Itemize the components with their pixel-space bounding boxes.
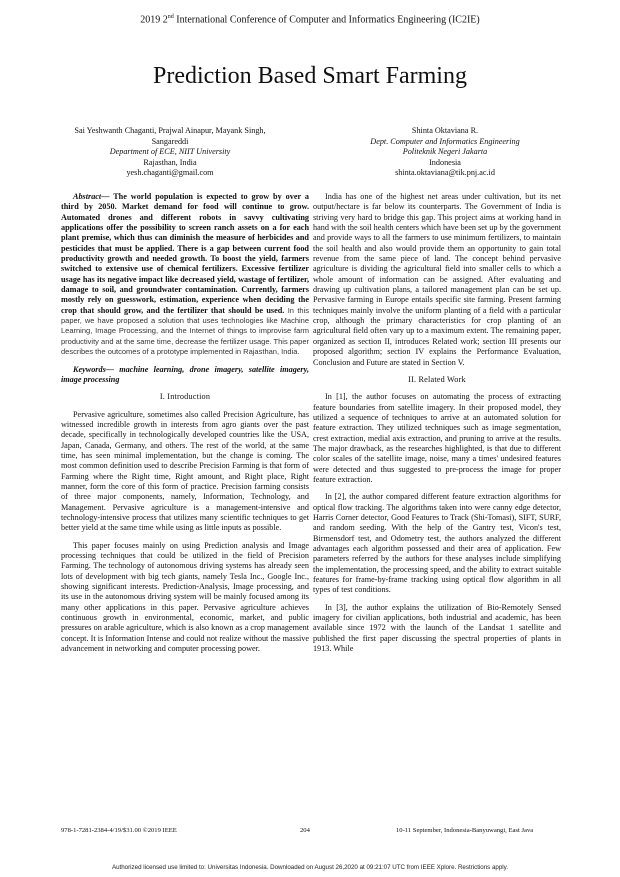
abstract-text-tail: In this paper, we have proposed a solution that uses technologies like Machine Learning, Image Processing, and the Internet of things to improvise farm productivity and at the same time, decrease the fertilizer usage. This paper describes the outcomes of a prototype implemented in Rajasthan, India.: [61, 305, 309, 357]
paragraph: In [3], the author explains the utilization of Bio-Remotely Sensed imagery for civilian applications, both industrial and academic, has been available since 1972 with the launch of the Landsat 1 satellite and published the first paper discussing the spectral properties of plants in 1913. While: [313, 602, 561, 654]
paper-title: Prediction Based Smart Farming: [153, 63, 467, 89]
section-heading-introduction: I. Introduction: [159, 392, 211, 402]
author-email[interactable]: shinta.oktaviana@tik.pnj.ac.id: [395, 168, 495, 178]
author-block-left: [20, 126, 320, 179]
author-names: Shinta Oktaviana R.: [411, 126, 479, 135]
download-notice: Authorized licensed use limited to: Universitas Indonesia. Downloaded on August 26,2020 at 09:21:07 UTC from IEEE Xplore. Restrictions apply.: [111, 864, 509, 871]
author-institution: Politeknik Negeri Jakarta: [402, 147, 488, 157]
author-email[interactable]: yesh.chaganti@gmail.com: [126, 168, 214, 178]
paragraph: In [1], the author focuses on automating the process of extracting feature boundaries from satellite imagery. In their proposed model, they utilized a sequence of techniques to arrive at an automated solution for feature extraction. They utilized techniques such as image segmentation, crest extraction, medial axis extraction, and pruning to arrive at the results. The major drawback, as the researches highlighted, is that due to different color scales of the satellite image, noise, many a times' undesired features were detected and thus suggested to pre-process the image for proper feature extraction.: [313, 392, 561, 484]
author-department: Dept. Computer and Informatics Engineering: [370, 136, 520, 146]
author-department: Department of ECE, NIIT University: [109, 147, 231, 157]
conference-header: 2019 2nd International Conference of Computer and Informatics Engineering (IC2IE): [140, 14, 480, 26]
abstract-text: — The world population is expected to grow by over a third by 2050. Market demand for food will continue to grow. Automated drones and different robots in savvy cultivating applications offer the possibility to screen ranch assets on a for each plant premise, which thus can diminish the measure of herbicides and pesticides that must be applied. There is a gap between current food productivity growth and needed growth. To boost the yield, farmers switched to extensive use of chemical fertilizers. Excessive fertilizer usage has its negative impact like decreased yield, wastage of fertilizer, damage to soil, and groundwater contamination. Currently, farmers mostly rely on guesswork, estimation, experience when deciding the crop that should grow, and the fertilizer that should be used.: [61, 192, 309, 315]
author-names-cont: Sangareddi: [151, 136, 189, 146]
author-block-right: [330, 126, 560, 179]
section-heading-related-work: II. Related Work: [408, 374, 466, 384]
left-column: [61, 192, 309, 661]
keywords-label: Keywords: [73, 364, 106, 374]
paragraph: This paper focuses mainly on using Prediction analysis and Image processing techniques that could be utilized in the field of Precision Farming. The technology of autonomous driving systems has already seen lots of development with big tech giants, namely Tesla Inc., Google Inc., showing significant interests. Prediction-Analysis, Image processing, and its use in the autonomous driving system will be mainly focused among its many other applications in this paper. Pervasive agriculture achieves continuous growth in environmental, economic, market, and public pressures on arable agriculture, which is also known as a crop management concept. It is Information Intense and could not realize without the massive advancement in networking and computer processing power.: [61, 540, 309, 654]
author-location: Rajasthan, India: [143, 157, 197, 167]
keywords: [61, 365, 309, 386]
keywords-text: — machine learning, drone imagery, satellite imagery, image processing: [61, 364, 309, 384]
author-location: Indonesia: [429, 157, 461, 167]
footer-isbn: 978-1-7281-2384-4/19/$31.00 ©2019 IEEE: [61, 827, 177, 834]
author-names: Sai Yeshwanth Chaganti, Prajwal Ainapur, Mayank Singh,: [74, 126, 266, 135]
paragraph: Pervasive agriculture, sometimes also called Precision Agriculture, has witnessed incredible growth in interests from agro giants over the past decade, specifically in technologically developed countries like the USA, Japan, Canada, Germany, and others. The rest of the world, at the same time, has seen minimal implementation, but the change is coming. The most common definition used to describe Precision Farming is that form of Farming where the Right time, Right amount, and Right place, Right manner, form the core of this form of practice. Precision farming consists of three major components, namely, Information, Technology, and Management. Pervasive agriculture is a management-intensive and technology-intensive process that utilizes many scientific techniques to get better yield at the same time while using as little inputs as possible.: [61, 409, 309, 533]
paragraph: In [2], the author compared different feature extraction algorithms for optical flow tracking. The algorithms taken into were canny edge detector, Harris Corner detector, Good Features to Track (Shi-Tomasi), SIFT, SURF, and random seeding. With the help of the Gantry test, Vicon's test, Birmensdorf test, and Odometry test, the authors analyzed the different advantages each algorithm possessed and their area of application. Few parameters referred by the authors for these analyses include simplifying the implementation, the processing speed, and the ability to extract suitable features for frame-by-frame tracking using optical flow algorithm in all types of test conditions.: [313, 492, 561, 595]
abstract-label: Abstract: [73, 192, 102, 201]
footer-conference-date: 10-11 September, Indonesia-Banyuwangi, East Java: [396, 827, 534, 834]
abstract: [61, 192, 309, 358]
footer-page-number: 204: [300, 827, 310, 834]
paragraph: India has one of the highest net areas under cultivation, but its net output/hectare is far below its counterparts. The Government of India is striving very hard to bridge this gap. This project aims at working hand in hand with the soil health centers which have been set up by the government and provide ways to all the farmers to use minimum fertilizers, to maintain the soil health and also would provide them an opportunity to gain total revenue from the same piece of land. The concept behind pervasive agriculture is dividing the agricultural field into smaller cells to which a whole amount of information can be assigned. After evaluating and drawing up cultivation plans, a tailored management plan can be set up. Pervasive farming in Europe entails specific site farming. Present farming techniques mainly involve the uniform planting of a field with a particular crop, although the primary characteristics for crop planting of an agricultural field often vary up to a maximum extent. The remaining paper, organized as section II, introduces Related work; section III presents our proposed algorithm; section IV explains the Performance Evaluation, Conclusion and Future are stated in Section V.: [313, 192, 561, 367]
right-column: [313, 192, 561, 661]
